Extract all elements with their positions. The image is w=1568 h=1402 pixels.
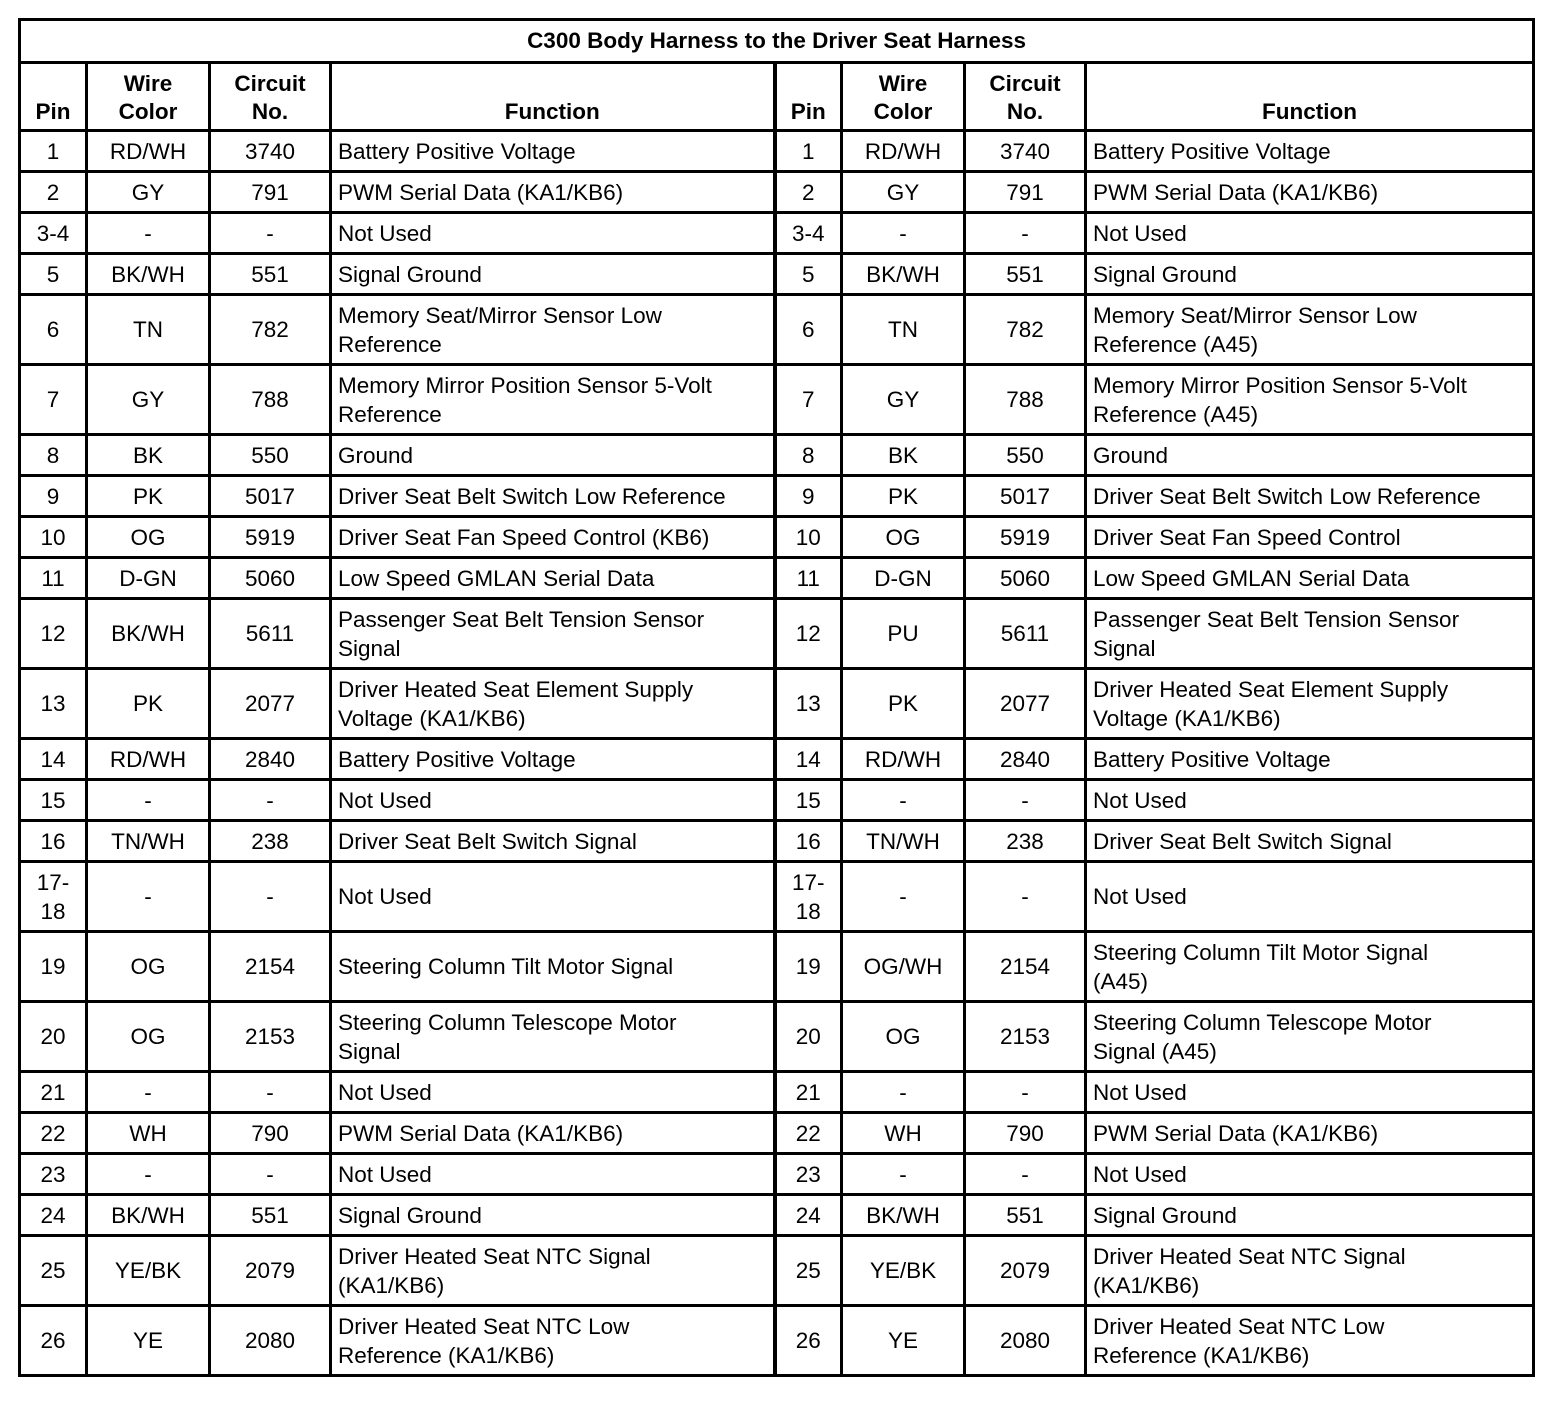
circuit-no-cell: 5919: [210, 517, 331, 558]
circuit-no-cell: 3740: [210, 131, 331, 172]
function-cell: Driver Seat Fan Speed Control: [1086, 517, 1534, 558]
circuit-no-cell: 238: [965, 821, 1086, 862]
function-cell: PWM Serial Data (KA1/KB6): [1086, 172, 1534, 213]
pin-cell: 22: [20, 1113, 87, 1154]
function-cell: Not Used: [331, 780, 775, 821]
circuit-no-cell: -: [965, 1154, 1086, 1195]
circuit-no-cell: 791: [210, 172, 331, 213]
wire-color-cell: BK/WH: [842, 254, 965, 295]
wire-color-cell: D-GN: [842, 558, 965, 599]
function-cell: Passenger Seat Belt Tension Sensor Signal: [1086, 599, 1534, 669]
wire-color-cell: -: [842, 1072, 965, 1113]
table-row: [20, 254, 1534, 295]
table-row: [20, 780, 1534, 821]
wire-color-cell: -: [87, 213, 210, 254]
pin-cell: 3-4: [20, 213, 87, 254]
wire-color-cell: -: [842, 862, 965, 932]
circuit-no-cell: 5611: [965, 599, 1086, 669]
pin-cell: 8: [20, 435, 87, 476]
pin-cell: 21: [775, 1072, 842, 1113]
table-row: [20, 1236, 1534, 1306]
wire-color-cell: -: [87, 1072, 210, 1113]
table-row: [20, 213, 1534, 254]
header-pin: Pin: [775, 63, 842, 131]
table-row: [20, 669, 1534, 739]
wire-color-cell: BK/WH: [87, 254, 210, 295]
circuit-no-cell: 5017: [965, 476, 1086, 517]
wire-color-cell: OG: [87, 517, 210, 558]
circuit-no-cell: 788: [965, 365, 1086, 435]
pin-cell: 5: [20, 254, 87, 295]
pin-cell: 17- 18: [775, 862, 842, 932]
function-cell: Ground: [331, 435, 775, 476]
circuit-no-cell: 2077: [965, 669, 1086, 739]
wire-color-cell: BK/WH: [842, 1195, 965, 1236]
wire-color-cell: GY: [842, 172, 965, 213]
wire-color-cell: YE/BK: [842, 1236, 965, 1306]
wire-color-cell: RD/WH: [87, 131, 210, 172]
circuit-no-cell: 2154: [965, 932, 1086, 1002]
pin-cell: 11: [775, 558, 842, 599]
function-cell: Not Used: [1086, 1154, 1534, 1195]
circuit-no-cell: 3740: [965, 131, 1086, 172]
circuit-no-cell: 2840: [210, 739, 331, 780]
circuit-no-cell: 2079: [965, 1236, 1086, 1306]
pin-cell: 6: [775, 295, 842, 365]
table-row: [20, 435, 1534, 476]
header-wire-color: Wire Color: [87, 63, 210, 131]
circuit-no-cell: 2840: [965, 739, 1086, 780]
function-cell: Driver Heated Seat NTC Low Reference (KA1/KB6): [1086, 1306, 1534, 1376]
wire-color-cell: PK: [842, 669, 965, 739]
table-body: [20, 131, 1534, 1376]
function-cell: Steering Column Tilt Motor Signal (A45): [1086, 932, 1534, 1002]
wire-color-cell: -: [842, 213, 965, 254]
function-cell: Memory Seat/Mirror Sensor Low Reference: [331, 295, 775, 365]
table-row: [20, 558, 1534, 599]
wire-color-cell: GY: [87, 365, 210, 435]
header-circuit-no: Circuit No.: [965, 63, 1086, 131]
function-cell: Driver Heated Seat NTC Signal (KA1/KB6): [1086, 1236, 1534, 1306]
table-row: [20, 862, 1534, 932]
table-row: [20, 172, 1534, 213]
function-cell: Not Used: [1086, 780, 1534, 821]
function-cell: Battery Positive Voltage: [331, 739, 775, 780]
wire-color-cell: PU: [842, 599, 965, 669]
function-cell: PWM Serial Data (KA1/KB6): [331, 172, 775, 213]
circuit-no-cell: 5060: [210, 558, 331, 599]
pin-cell: 15: [20, 780, 87, 821]
wire-color-cell: BK/WH: [87, 1195, 210, 1236]
wire-color-cell: RD/WH: [842, 131, 965, 172]
circuit-no-cell: -: [965, 1072, 1086, 1113]
function-cell: Not Used: [331, 862, 775, 932]
table-row: [20, 476, 1534, 517]
table-row: [20, 365, 1534, 435]
header-function: Function: [1086, 63, 1534, 131]
column-header-row: [20, 63, 1534, 131]
circuit-no-cell: 791: [965, 172, 1086, 213]
wire-color-cell: OG: [842, 1002, 965, 1072]
circuit-no-cell: -: [965, 862, 1086, 932]
wire-color-cell: -: [87, 862, 210, 932]
header-function: Function: [331, 63, 775, 131]
wire-color-cell: BK: [842, 435, 965, 476]
circuit-no-cell: 550: [210, 435, 331, 476]
function-cell: Driver Seat Belt Switch Signal: [1086, 821, 1534, 862]
pin-cell: 9: [775, 476, 842, 517]
wire-color-cell: -: [842, 1154, 965, 1195]
table-row: [20, 1113, 1534, 1154]
function-cell: Signal Ground: [331, 254, 775, 295]
function-cell: Not Used: [1086, 1072, 1534, 1113]
wire-color-cell: OG: [87, 1002, 210, 1072]
function-cell: Not Used: [331, 213, 775, 254]
pin-cell: 20: [775, 1002, 842, 1072]
pin-cell: 23: [20, 1154, 87, 1195]
pin-cell: 23: [775, 1154, 842, 1195]
circuit-no-cell: 5919: [965, 517, 1086, 558]
function-cell: Low Speed GMLAN Serial Data: [1086, 558, 1534, 599]
function-cell: Driver Heated Seat Element Supply Voltage (KA1/KB6): [1086, 669, 1534, 739]
pin-cell: 16: [20, 821, 87, 862]
function-cell: Battery Positive Voltage: [1086, 739, 1534, 780]
pin-cell: 20: [20, 1002, 87, 1072]
wire-color-cell: YE: [87, 1306, 210, 1376]
function-cell: Ground: [1086, 435, 1534, 476]
wire-color-cell: WH: [87, 1113, 210, 1154]
circuit-no-cell: -: [210, 1072, 331, 1113]
pin-cell: 13: [775, 669, 842, 739]
function-cell: Driver Seat Belt Switch Low Reference: [1086, 476, 1534, 517]
table-title: C300 Body Harness to the Driver Seat Harness: [20, 20, 1534, 63]
pin-cell: 2: [775, 172, 842, 213]
function-cell: Driver Seat Fan Speed Control (KB6): [331, 517, 775, 558]
pin-cell: 22: [775, 1113, 842, 1154]
function-cell: Steering Column Telescope Motor Signal: [331, 1002, 775, 1072]
function-cell: Driver Heated Seat Element Supply Voltage (KA1/KB6): [331, 669, 775, 739]
circuit-no-cell: 2153: [965, 1002, 1086, 1072]
table-row: [20, 1154, 1534, 1195]
pin-cell: 16: [775, 821, 842, 862]
pin-cell: 21: [20, 1072, 87, 1113]
circuit-no-cell: 790: [965, 1113, 1086, 1154]
table-row: [20, 932, 1534, 1002]
wire-color-cell: YE/BK: [87, 1236, 210, 1306]
pin-cell: 3-4: [775, 213, 842, 254]
table-row: [20, 1002, 1534, 1072]
function-cell: PWM Serial Data (KA1/KB6): [1086, 1113, 1534, 1154]
wire-color-cell: BK: [87, 435, 210, 476]
wire-color-cell: PK: [87, 669, 210, 739]
circuit-no-cell: 5060: [965, 558, 1086, 599]
wire-color-cell: TN: [842, 295, 965, 365]
pin-cell: 25: [775, 1236, 842, 1306]
pin-cell: 19: [20, 932, 87, 1002]
table-row: [20, 131, 1534, 172]
circuit-no-cell: 2079: [210, 1236, 331, 1306]
pin-cell: 10: [20, 517, 87, 558]
table-row: [20, 1072, 1534, 1113]
function-cell: Passenger Seat Belt Tension Sensor Signal: [331, 599, 775, 669]
table-row: [20, 1195, 1534, 1236]
pin-cell: 25: [20, 1236, 87, 1306]
function-cell: Steering Column Telescope Motor Signal (A45): [1086, 1002, 1534, 1072]
table-row: [20, 517, 1534, 558]
function-cell: Low Speed GMLAN Serial Data: [331, 558, 775, 599]
wire-color-cell: OG/WH: [842, 932, 965, 1002]
wire-color-cell: TN: [87, 295, 210, 365]
pin-cell: 8: [775, 435, 842, 476]
table-row: [20, 295, 1534, 365]
circuit-no-cell: 551: [965, 1195, 1086, 1236]
function-cell: Not Used: [1086, 213, 1534, 254]
wire-color-cell: OG: [842, 517, 965, 558]
function-cell: Signal Ground: [331, 1195, 775, 1236]
pin-cell: 1: [20, 131, 87, 172]
pin-cell: 14: [775, 739, 842, 780]
wire-color-cell: D-GN: [87, 558, 210, 599]
wire-color-cell: PK: [842, 476, 965, 517]
pin-cell: 24: [20, 1195, 87, 1236]
function-cell: Driver Heated Seat NTC Low Reference (KA1/KB6): [331, 1306, 775, 1376]
circuit-no-cell: 551: [210, 1195, 331, 1236]
wire-color-cell: WH: [842, 1113, 965, 1154]
circuit-no-cell: 5017: [210, 476, 331, 517]
pin-cell: 2: [20, 172, 87, 213]
circuit-no-cell: 550: [965, 435, 1086, 476]
function-cell: Not Used: [331, 1072, 775, 1113]
pin-cell: 19: [775, 932, 842, 1002]
pin-cell: 13: [20, 669, 87, 739]
table-row: [20, 599, 1534, 669]
circuit-no-cell: 2080: [210, 1306, 331, 1376]
pin-cell: 26: [20, 1306, 87, 1376]
function-cell: Steering Column Tilt Motor Signal: [331, 932, 775, 1002]
function-cell: Signal Ground: [1086, 1195, 1534, 1236]
circuit-no-cell: 782: [965, 295, 1086, 365]
function-cell: Memory Seat/Mirror Sensor Low Reference (A45): [1086, 295, 1534, 365]
function-cell: PWM Serial Data (KA1/KB6): [331, 1113, 775, 1154]
function-cell: Battery Positive Voltage: [331, 131, 775, 172]
circuit-no-cell: 5611: [210, 599, 331, 669]
function-cell: Not Used: [1086, 862, 1534, 932]
header-pin: Pin: [20, 63, 87, 131]
pin-cell: 12: [775, 599, 842, 669]
wire-color-cell: BK/WH: [87, 599, 210, 669]
pin-cell: 5: [775, 254, 842, 295]
pin-cell: 6: [20, 295, 87, 365]
table-row: [20, 1306, 1534, 1376]
circuit-no-cell: 2154: [210, 932, 331, 1002]
pin-cell: 11: [20, 558, 87, 599]
function-cell: Driver Heated Seat NTC Signal (KA1/KB6): [331, 1236, 775, 1306]
circuit-no-cell: -: [210, 213, 331, 254]
pin-cell: 10: [775, 517, 842, 558]
wire-color-cell: YE: [842, 1306, 965, 1376]
wire-color-cell: -: [842, 780, 965, 821]
wire-color-cell: GY: [87, 172, 210, 213]
circuit-no-cell: -: [210, 1154, 331, 1195]
pin-cell: 7: [775, 365, 842, 435]
pin-cell: 17- 18: [20, 862, 87, 932]
function-cell: Memory Mirror Position Sensor 5-Volt Reference (A45): [1086, 365, 1534, 435]
pin-cell: 1: [775, 131, 842, 172]
circuit-no-cell: -: [210, 862, 331, 932]
circuit-no-cell: 2153: [210, 1002, 331, 1072]
wire-color-cell: GY: [842, 365, 965, 435]
connector-pinout-table: [18, 18, 1535, 1377]
function-cell: Not Used: [331, 1154, 775, 1195]
pin-cell: 14: [20, 739, 87, 780]
function-cell: Battery Positive Voltage: [1086, 131, 1534, 172]
wire-color-cell: RD/WH: [842, 739, 965, 780]
wire-color-cell: TN/WH: [87, 821, 210, 862]
circuit-no-cell: 551: [965, 254, 1086, 295]
wire-color-cell: TN/WH: [842, 821, 965, 862]
table-title-row: [20, 20, 1534, 63]
circuit-no-cell: 238: [210, 821, 331, 862]
wire-color-cell: RD/WH: [87, 739, 210, 780]
circuit-no-cell: -: [965, 780, 1086, 821]
wire-color-cell: PK: [87, 476, 210, 517]
pin-cell: 24: [775, 1195, 842, 1236]
circuit-no-cell: 782: [210, 295, 331, 365]
function-cell: Signal Ground: [1086, 254, 1534, 295]
wire-color-cell: OG: [87, 932, 210, 1002]
wire-color-cell: -: [87, 780, 210, 821]
function-cell: Memory Mirror Position Sensor 5-Volt Reference: [331, 365, 775, 435]
header-circuit-no: Circuit No.: [210, 63, 331, 131]
header-wire-color: Wire Color: [842, 63, 965, 131]
pin-cell: 15: [775, 780, 842, 821]
circuit-no-cell: 2080: [965, 1306, 1086, 1376]
wire-color-cell: -: [87, 1154, 210, 1195]
function-cell: Driver Seat Belt Switch Signal: [331, 821, 775, 862]
pin-cell: 7: [20, 365, 87, 435]
function-cell: Driver Seat Belt Switch Low Reference: [331, 476, 775, 517]
pin-cell: 26: [775, 1306, 842, 1376]
circuit-no-cell: 788: [210, 365, 331, 435]
table-row: [20, 821, 1534, 862]
circuit-no-cell: 790: [210, 1113, 331, 1154]
circuit-no-cell: -: [210, 780, 331, 821]
circuit-no-cell: 551: [210, 254, 331, 295]
table-row: [20, 739, 1534, 780]
circuit-no-cell: -: [965, 213, 1086, 254]
circuit-no-cell: 2077: [210, 669, 331, 739]
pin-cell: 9: [20, 476, 87, 517]
pin-cell: 12: [20, 599, 87, 669]
